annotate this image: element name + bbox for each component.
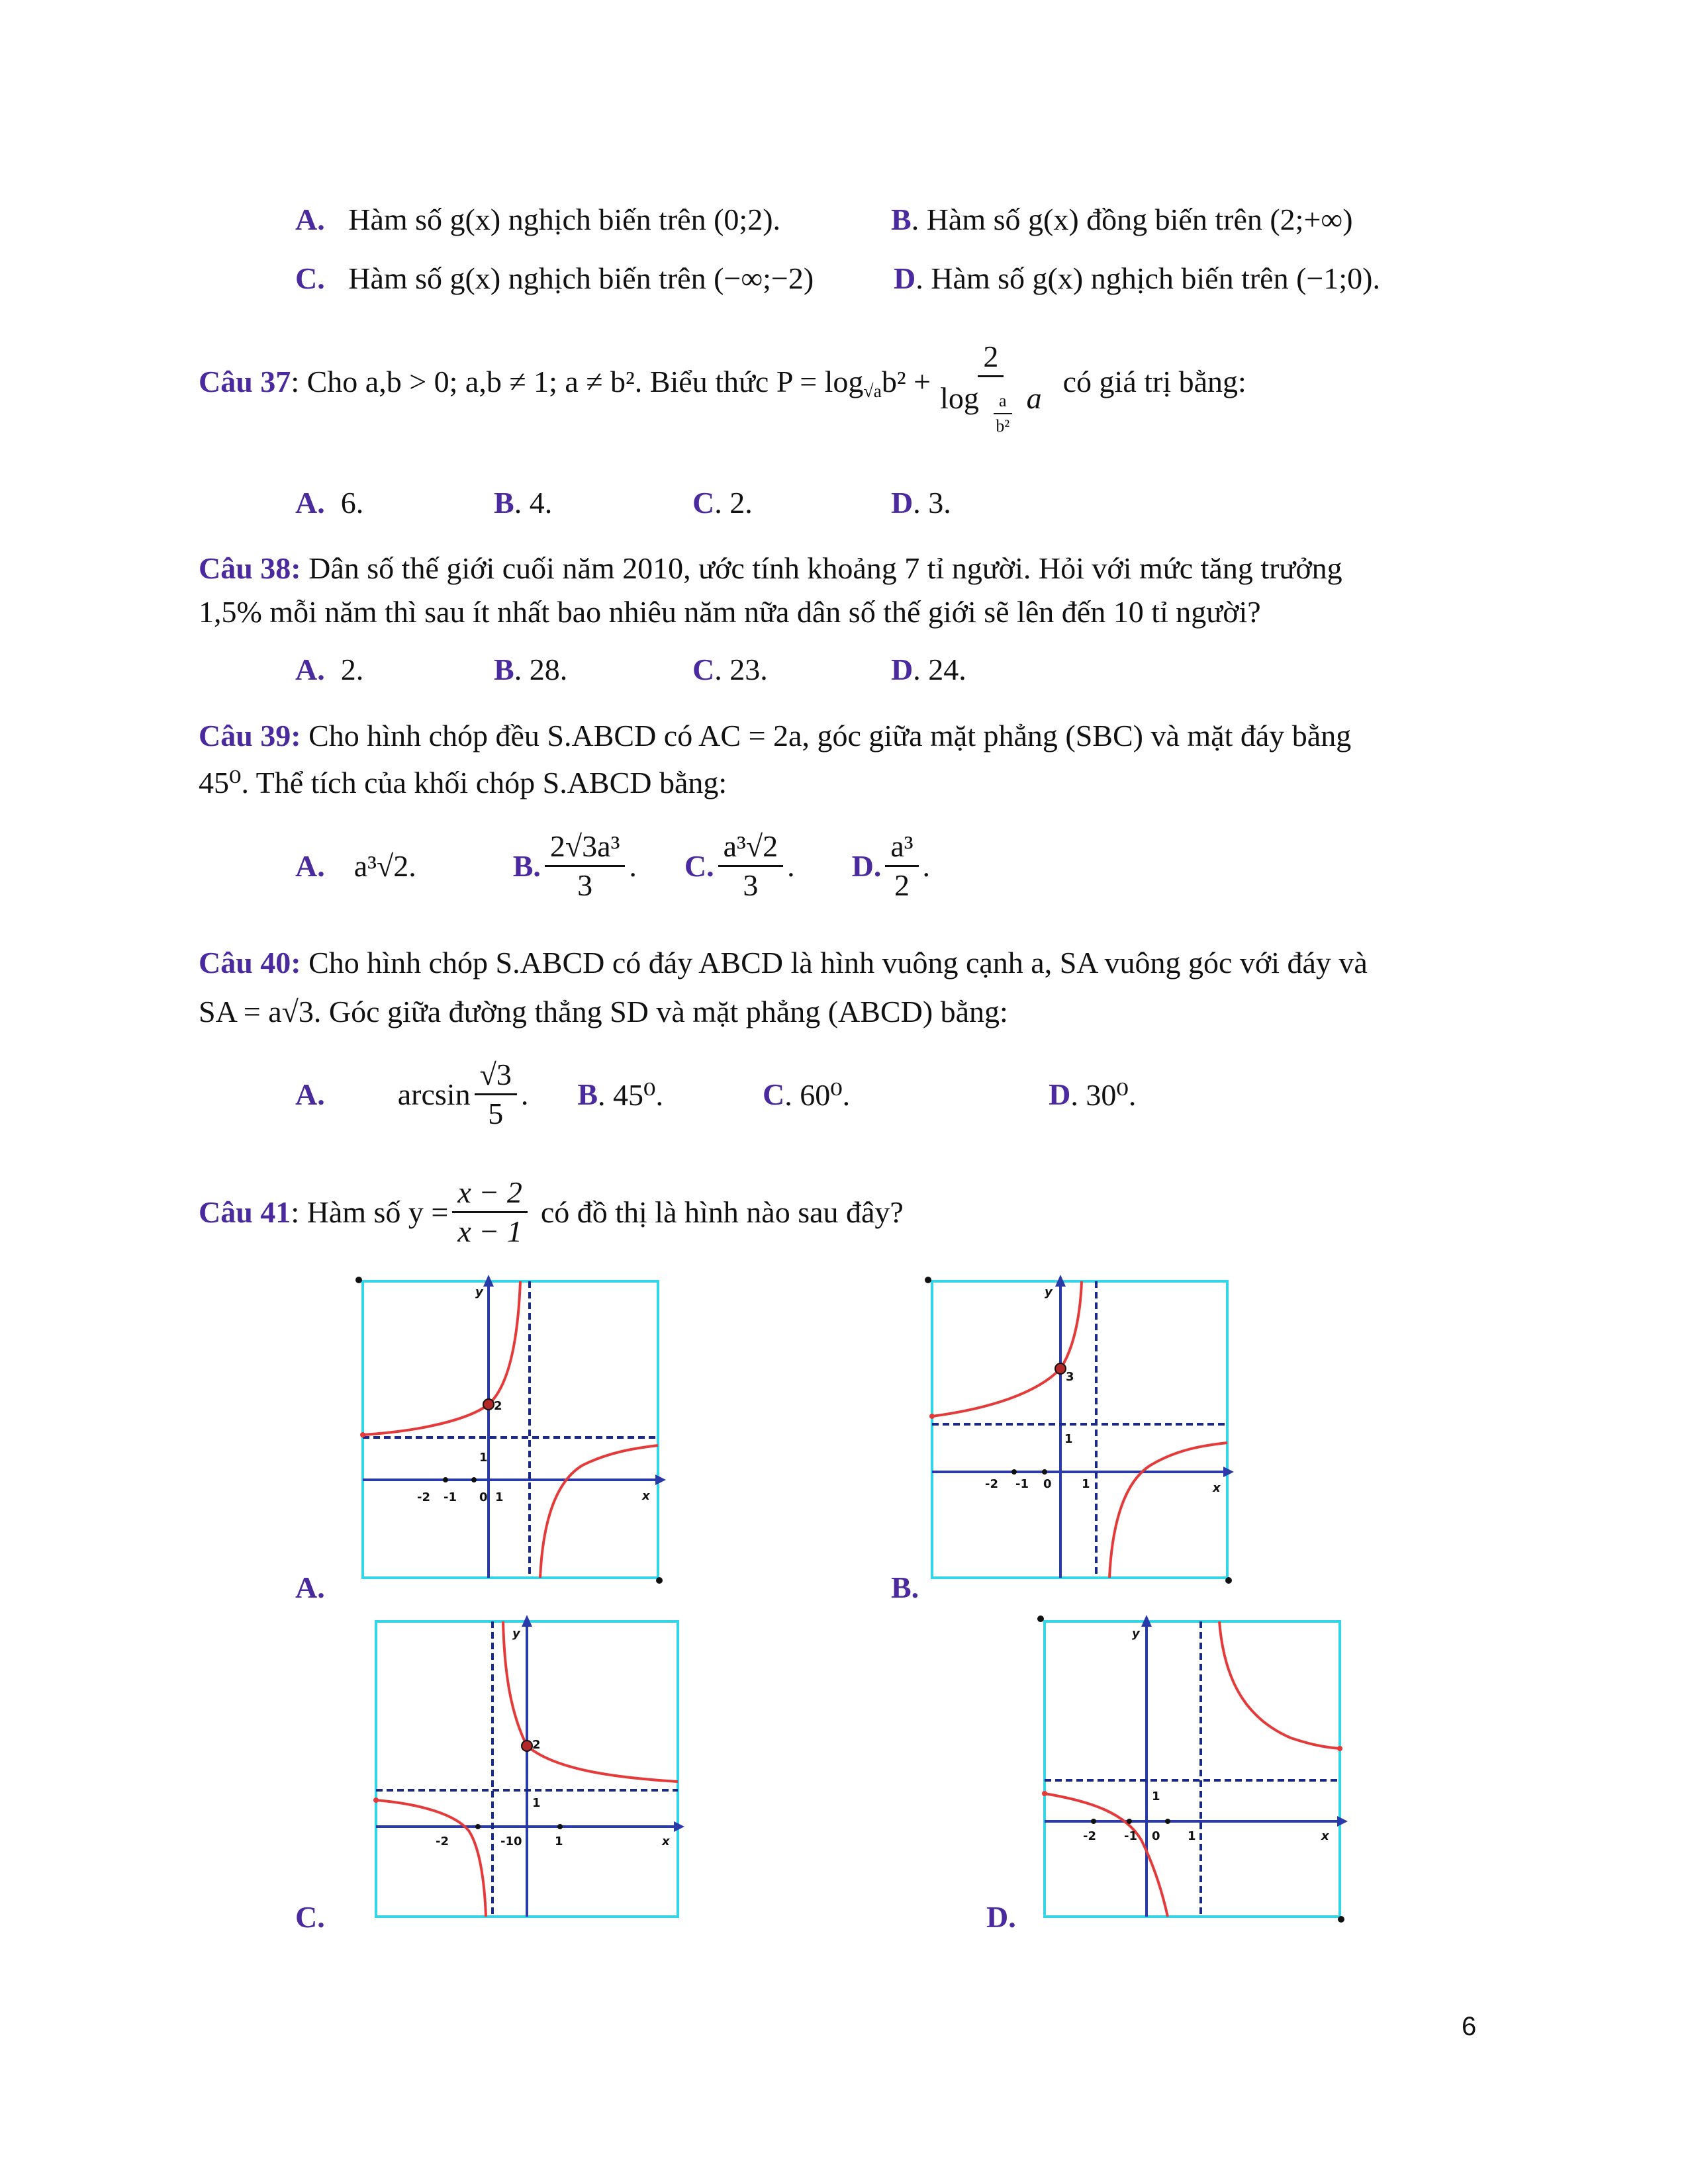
tick-label: 0: [1043, 1477, 1052, 1491]
q41-stem: [199, 1177, 904, 1248]
option-text: . Hàm số g(x) đồng biến trên (2;+∞): [911, 203, 1353, 236]
option-text: arcsin: [397, 1077, 471, 1112]
curve-right: [1219, 1621, 1340, 1749]
q36-option-d: [894, 261, 1380, 296]
log-base: √a: [863, 380, 882, 401]
question-label: Câu 38:: [199, 551, 301, 585]
question-label: Câu 39:: [199, 719, 301, 752]
option-text: 6.: [340, 486, 364, 520]
option-c-fraction: [718, 831, 783, 902]
question-text: Cho hình chóp S.ABCD có đáy ABCD là hình vuông cạnh a, SA vuông góc với đáy và: [301, 946, 1368, 979]
q39-line1: [199, 718, 1351, 753]
option-label: A.: [295, 486, 325, 520]
question-text: 1,5% mỗi năm thì sau ít nhất bao nhiêu năm nữa dân số thế giới sẽ lên đến 10 tỉ người?: [199, 595, 1261, 629]
question-label: Câu 37: [199, 365, 291, 399]
option-label: C: [762, 1077, 785, 1112]
question-text: SA = a√3. Góc giữa đường thẳng SD và mặt phẳng (ABCD) bằng:: [199, 995, 1008, 1028]
base-den: b²: [996, 416, 1010, 435]
q36-option-c: [295, 261, 814, 296]
tick-label: -1: [1015, 1477, 1029, 1491]
q38-option-c: [692, 652, 768, 687]
q37-option-b: [494, 485, 552, 520]
fraction-numerator: a³: [885, 831, 918, 867]
base-num: a: [994, 392, 1012, 414]
fraction-denominator: 3: [743, 868, 759, 903]
q37-option-a: [295, 485, 363, 520]
question-term: b² +: [881, 365, 931, 399]
option-text: a³√2.: [353, 849, 416, 884]
q37-option-d: [891, 485, 951, 520]
tick-label: 1: [1082, 1477, 1090, 1491]
option-text: . 30⁰.: [1070, 1077, 1137, 1112]
q38-option-b: [494, 652, 567, 687]
graph-a: [344, 1269, 675, 1594]
graph-label-c: C.: [295, 1900, 325, 1934]
option-text: . 3.: [913, 486, 951, 520]
curve-right: [540, 1445, 658, 1578]
q40-line1: [199, 945, 1368, 980]
q38-option-a: [295, 652, 363, 687]
option-label: D: [894, 261, 916, 295]
tick-label: 1: [1152, 1790, 1160, 1803]
fraction-denominator: 2: [894, 868, 910, 903]
q39-options: A. a³√2. B. $\frac{\text{2√3a³}}{3}$ . C. $\frac{\text{a³√2}}{3}$ . D. $\frac{\text{a³}}{2}$ .: [295, 829, 931, 903]
option-b-fraction: [545, 831, 625, 902]
tick-label: 1: [479, 1451, 488, 1465]
option-text: . 4.: [514, 486, 553, 520]
fraction-denominator: x − 1: [457, 1214, 522, 1249]
option-text: . 23.: [714, 653, 768, 686]
axis-label-y: y: [475, 1285, 483, 1299]
q37-option-c: [692, 485, 753, 520]
q38-option-d: [891, 652, 966, 687]
log-text: log: [940, 381, 979, 416]
curve-left: [376, 1800, 486, 1917]
option-label: D: [891, 653, 914, 686]
option-text: . 45⁰.: [598, 1077, 663, 1112]
point-marker: [1055, 1363, 1066, 1374]
log-base-fraction: [990, 392, 1015, 435]
graph-frame: [932, 1281, 1227, 1578]
q38-line1: [199, 551, 1342, 586]
option-label: A.: [295, 653, 325, 686]
option-text: . Hàm số g(x) nghịch biến trên (−1;0).: [915, 261, 1380, 295]
q37-fraction: [935, 340, 1047, 435]
question-text: 45⁰. Thể tích của khối chóp S.ABCD bằng:: [199, 766, 727, 799]
question-text: Cho hình chóp đều S.ABCD có AC = 2a, góc giữa mặt phẳng (SBC) và mặt đáy bằng: [301, 719, 1352, 752]
option-label: C: [692, 653, 715, 686]
fraction-denominator: [935, 377, 1047, 435]
q36-option-a: [295, 202, 780, 237]
tick-label: 0: [1152, 1829, 1160, 1843]
graph-frame: [1045, 1621, 1340, 1917]
tick-label: -2: [436, 1835, 449, 1848]
q40-line2: [199, 994, 1008, 1029]
tick-label: -2: [1083, 1829, 1096, 1843]
axis-label-x: x: [1213, 1481, 1221, 1495]
tick-label: -1: [500, 1835, 514, 1848]
option-text: . 2.: [714, 486, 753, 520]
question-label: Câu 40:: [199, 946, 301, 979]
tick-label: 2: [494, 1399, 502, 1413]
option-label: A.: [295, 203, 325, 236]
option-label: B: [494, 486, 514, 520]
axis-label-x: x: [642, 1489, 650, 1503]
option-label: C.: [295, 261, 325, 295]
option-label: B: [494, 653, 514, 686]
graph-b: [912, 1269, 1243, 1594]
graph-label-a: A.: [295, 1570, 325, 1604]
option-label: A.: [295, 1077, 325, 1112]
point-marker: [483, 1399, 494, 1410]
tick-label: 1: [495, 1490, 504, 1504]
axis-label-y: y: [1132, 1627, 1140, 1641]
tick-label: 0: [479, 1490, 488, 1504]
option-label: D: [1049, 1077, 1071, 1112]
option-label: D.: [851, 849, 882, 884]
tick-label: 1: [532, 1796, 541, 1810]
tick-label: 1: [1188, 1829, 1196, 1843]
graph-label-d: D.: [986, 1900, 1016, 1934]
question-text: Dân số thế giới cuối năm 2010, ước tính khoảng 7 tỉ người. Hỏi với mức tăng trưởng: [301, 551, 1342, 585]
option-text: . 28.: [514, 653, 568, 686]
option-a-fraction: [475, 1059, 517, 1130]
curve-right: [503, 1621, 678, 1782]
option-label: D: [891, 486, 914, 520]
option-label: B: [577, 1077, 598, 1112]
option-text: Hàm số g(x) nghịch biến trên (0;2).: [348, 203, 781, 236]
option-label: A.: [295, 849, 325, 884]
question-tail: có đồ thị là hình nào sau đây?: [540, 1195, 904, 1230]
q38-line2: [199, 594, 1261, 629]
tick-label: -1: [444, 1490, 457, 1504]
option-label: C.: [684, 849, 714, 884]
axis-label-y: y: [512, 1627, 520, 1641]
question-intro: : Hàm số y =: [291, 1195, 449, 1230]
graph-label-b: B.: [891, 1570, 919, 1604]
fraction-numerator: 2√3a³: [545, 831, 625, 867]
option-label: B.: [512, 849, 541, 884]
tick-label: 3: [1066, 1370, 1074, 1384]
axis-label-x: x: [1321, 1829, 1329, 1843]
axis-label-y: y: [1045, 1285, 1053, 1299]
q39-line2: [199, 764, 727, 800]
q40-options: A. arcsin $\frac{√3}{5}$ . B . 45⁰. C . 60⁰. D . 30⁰.: [295, 1058, 1137, 1131]
option-d-fraction: [885, 831, 918, 902]
tick-label: -2: [417, 1490, 430, 1504]
page-number: 6: [1462, 2012, 1477, 2041]
q37-stem: [199, 340, 1246, 435]
fraction-denominator: 3: [577, 868, 593, 903]
question-intro: : Cho a,b > 0; a,b ≠ 1; a ≠ b². Biểu thức P = log: [291, 365, 864, 399]
fraction-denominator: 5: [488, 1097, 504, 1131]
axis-label-x: x: [662, 1835, 670, 1848]
graph-d: [1026, 1608, 1357, 1933]
tick-label: 0: [514, 1835, 522, 1848]
option-text: . 24.: [913, 653, 966, 686]
option-text: Hàm số g(x) nghịch biến trên (−∞;−2): [348, 261, 814, 295]
tick-label: -1: [1124, 1829, 1137, 1843]
fraction-numerator: √3: [475, 1059, 517, 1095]
tick-label: 1: [555, 1835, 563, 1848]
q36-option-b: [891, 202, 1353, 237]
graph-c: [363, 1608, 694, 1933]
option-text: 2.: [340, 653, 364, 686]
fraction-numerator: 2: [978, 341, 1004, 377]
point-marker: [522, 1741, 532, 1751]
tick-label: -2: [985, 1477, 998, 1491]
fraction-numerator: a³√2: [718, 831, 783, 867]
question-tail: có giá trị bằng:: [1062, 365, 1246, 399]
tick-label: 2: [532, 1738, 541, 1752]
curve-left: [1045, 1794, 1168, 1917]
option-text: . 60⁰.: [784, 1077, 851, 1112]
log-arg: a: [1026, 381, 1042, 416]
question-label: Câu 41: [199, 1195, 291, 1230]
tick-label: 1: [1064, 1432, 1073, 1446]
q41-fraction: [452, 1177, 527, 1248]
curve-right: [1109, 1443, 1227, 1578]
fraction-numerator: x − 2: [452, 1177, 527, 1213]
option-label: C: [692, 486, 715, 520]
option-label: B: [891, 203, 912, 236]
